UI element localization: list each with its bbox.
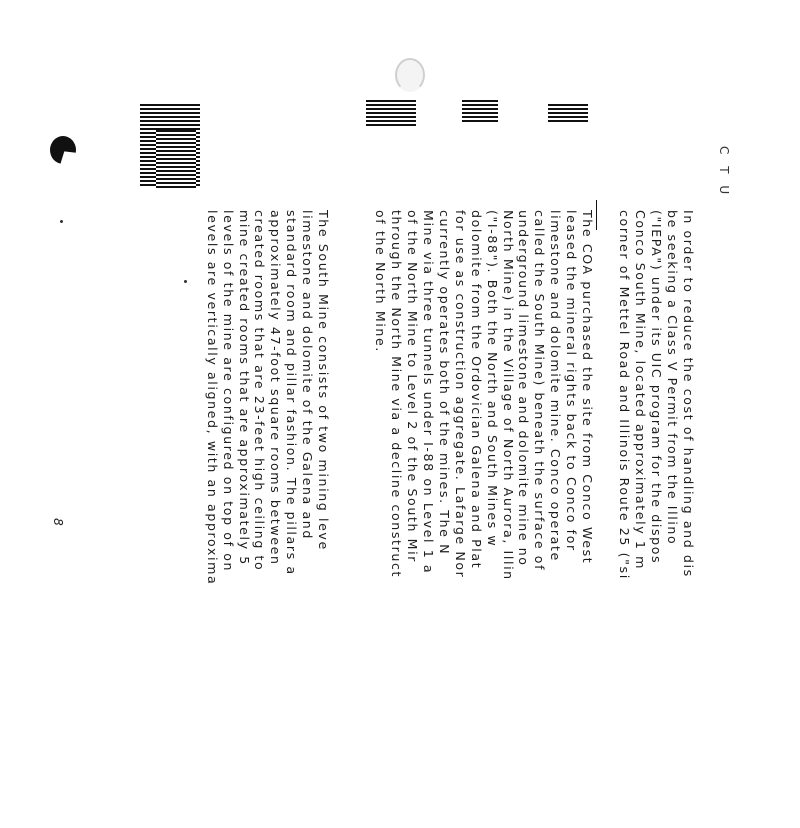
text-line: called the South Mine) beneath the surface of — [532, 210, 548, 572]
text-line: for use as construction aggregate. Lafarge Nor — [452, 210, 468, 579]
text-line: ("I-88"). Both the North and South Mines w — [484, 210, 500, 548]
text-line: The COA purchased the site from Conco West — [580, 210, 595, 565]
text-line: dolomite from the Ordovician Galena and Plat — [468, 210, 484, 570]
text-line: created rooms that are 23-feet high ceiling to — [252, 210, 268, 572]
paragraph-1 — [617, 210, 696, 828]
text-line: Mine via three tunnels under I-88 on Level 1 a — [421, 210, 437, 575]
text-line: ("IEPA") under its UIC program for the dispos — [649, 210, 665, 565]
text-line: levels are vertically aligned, with an approxima — [204, 210, 220, 586]
scan-smudge — [156, 130, 196, 190]
text-line: underground limestone and dolomite mine no — [516, 210, 532, 567]
scan-smudge — [462, 100, 498, 124]
punch-hole-icon — [395, 58, 425, 92]
text-line: North Mine) in the Village of North Aurora, Illin — [500, 210, 516, 581]
text-line: mine created rooms that are approximately 5 — [236, 210, 252, 566]
text-line: limestone and dolomite of the Galena and — [300, 210, 316, 540]
text-line: currently operates both of the mines. The N — [436, 210, 452, 556]
text-line: In order to reduce the cost of handling and dis — [681, 210, 696, 578]
paragraph-2 — [373, 210, 595, 828]
text-line: corner of Mettel Road and Illinois Route 25 ("si — [617, 210, 633, 580]
text-line: standard room and pillar fashion. The pillars a — [284, 210, 300, 576]
text-line: through the North Mine via a decline construct — [389, 210, 405, 579]
scan-smudge — [366, 100, 416, 126]
paragraph-3 — [204, 210, 331, 828]
page-header: C T U — [717, 146, 731, 199]
text-line: limestone and dolomite mine. Conco operate — [548, 210, 564, 562]
scan-rule — [596, 200, 597, 230]
text-line: levels of the mine are configured on top of on — [220, 210, 236, 573]
text-line: of the North Mine to Level 2 of the South Mir — [405, 210, 421, 564]
page-number: 8 — [50, 518, 65, 526]
text-line: of the North Mine. — [373, 210, 389, 353]
scan-smudge — [548, 104, 588, 124]
text-line: approximately 47-foot square rooms between — [268, 210, 284, 566]
scan-speck — [60, 220, 63, 223]
text-line: be seeking a Class V Permit from the Illino — [665, 210, 681, 546]
text-line: Conco South Mine, located approximately 1 m — [633, 210, 649, 570]
text-line: leased the mineral rights back to Conco for — [564, 210, 580, 552]
text-line: The South Mine consists of two mining leve — [316, 210, 331, 551]
scan-speck — [184, 280, 187, 283]
